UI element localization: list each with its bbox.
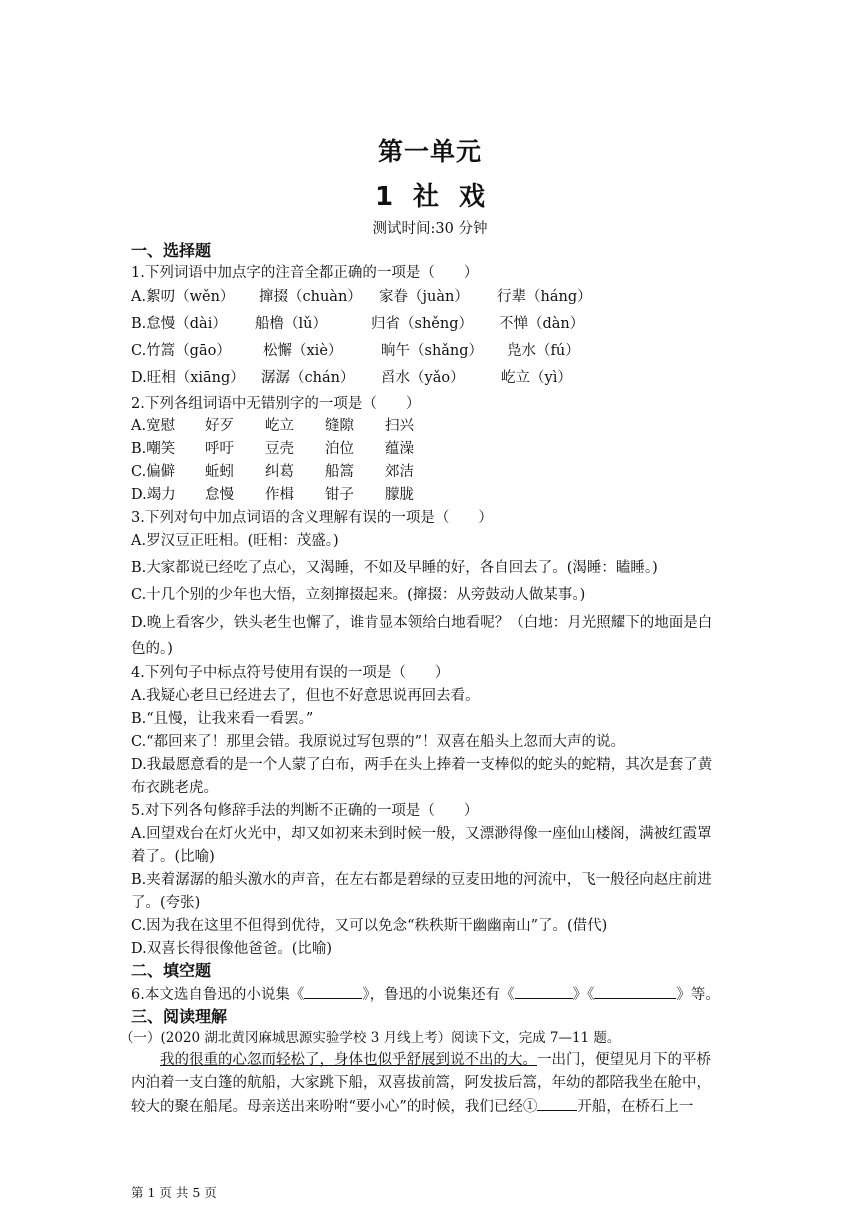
q4-stem: 4.下列句子中标点符号使用有误的一项是（ ） — [131, 665, 450, 681]
q1-b-pinyin-1: （dài） — [175, 316, 227, 332]
q1-b-word-4: 不惮 — [499, 316, 528, 332]
q1-d-pinyin-4: （yì） — [530, 370, 572, 386]
lesson-number: 1 — [374, 182, 394, 212]
q5-option-c: C.因为我在这里不但得到优待，又可以免念“秩秩斯干幽幽南山”了。(借代) — [131, 918, 608, 934]
q1-stem: 1.下列词语中加点字的注音全都正确的一项是（ ） — [131, 265, 479, 281]
q1-b-word-3: 归省 — [371, 316, 400, 332]
q2-a-word-3: 屹立 — [265, 418, 294, 434]
q1-d-pinyin-2: （chán） — [290, 370, 355, 386]
q1-b-pinyin-2: （lǔ） — [284, 316, 327, 332]
q1-d-pinyin-1: （xiāng） — [175, 370, 245, 386]
q1-d-word-2: 潺潺 — [261, 370, 290, 386]
q5-option-a-line2: 着了。(比喻) — [131, 849, 215, 865]
q1-b-pinyin-3: （shěng） — [400, 316, 473, 332]
q1-c-pinyin-2: （xiè） — [292, 343, 343, 359]
q1-d-word-4: 屹立 — [501, 370, 530, 386]
q1-c-word-2: 松懈 — [263, 343, 292, 359]
q6-text-3: 》《 — [572, 987, 595, 1003]
q4-option-b: B.“且慢，让我来看一看罢。” — [131, 711, 314, 727]
q1-c-word-3: 晌午 — [381, 343, 410, 359]
q6-text-1: 6.本文选自鲁迅的小说集《 — [131, 987, 305, 1003]
reading-paragraph-line3 — [131, 1096, 731, 1117]
q2-d-word-3: 作楫 — [265, 487, 294, 503]
q1-b-pinyin-4: （dàn） — [528, 316, 585, 332]
q1-c-pinyin-3: （shǎng） — [410, 343, 484, 359]
page-footer: 第 1 页 共 5 页 — [131, 1185, 217, 1200]
reading-line3-text: 较大的聚在船尾。母亲送出来吩咐“要小心”的时候，我们已经① — [131, 1099, 538, 1115]
q2-b-word-2: 呼吁 — [205, 441, 234, 457]
q1-a-pinyin-3: （juàn） — [408, 289, 469, 305]
section-heading-fill: 二、填空题 — [131, 961, 212, 980]
q2-c-word-4: 船篙 — [325, 464, 354, 480]
q1-a-pinyin-1: （wěn） — [175, 289, 235, 305]
q6-blank-1[interactable] — [304, 984, 362, 999]
q2-c-word-5: 郊洁 — [385, 464, 414, 480]
q2-d-word-2: 怠慢 — [205, 487, 234, 503]
q1-d-word-3: 舀水 — [381, 370, 410, 386]
q4-option-d-line2: 布衣跳老虎。 — [131, 780, 218, 796]
q6-blank-3[interactable] — [594, 984, 676, 999]
q2-b-word-3: 豆壳 — [265, 441, 294, 457]
q6-blank-2[interactable] — [515, 984, 573, 999]
section-heading-choice: 一、选择题 — [131, 241, 212, 260]
test-time: 测试时间:30 分钟 — [372, 221, 488, 237]
q5-stem: 5.对下列各句修辞手法的判断不正确的一项是（ ） — [131, 803, 479, 819]
q1-a-word-2: 撺掇 — [259, 289, 288, 305]
q3-option-d-line1: D.晚上看客少，铁头老生也懈了，谁肯显本领给白地看呢？（白地：月光照耀下的地面是白 — [131, 615, 713, 631]
reading-line3-rest: 开船，在桥石上一 — [577, 1099, 694, 1115]
q2-d-word-5: 朦胧 — [385, 487, 414, 503]
q6-text-4: 》等。 — [676, 987, 720, 1003]
q2-c-word-3: 纠葛 — [265, 464, 294, 480]
q4-option-a: A.我疑心老旦已经进去了，但也不好意思说再回去看。 — [131, 688, 480, 704]
q2-a-word-5: 扫兴 — [385, 418, 414, 434]
q1-b-word-2: 船橹 — [255, 316, 284, 332]
q3-option-c: C.十几个别的少年也大悟，立刻撺掇起来。(撺掇：从旁鼓动人做某事。) — [131, 587, 586, 603]
reading-blank-1[interactable] — [537, 1096, 577, 1111]
q2-stem: 2.下列各组词语中无错别字的一项是（ ） — [131, 396, 421, 412]
q2-b-word-4: 泊位 — [325, 441, 354, 457]
q6-text-2: 》，鲁迅的小说集还有《 — [362, 987, 515, 1003]
lesson-title — [0, 176, 860, 213]
q4-option-d-line1: D.我最愿意看的是一个人蒙了白布，两手在头上捧着一支棒似的蛇头的蛇精，其次是套了黄 — [131, 757, 713, 773]
q1-d-word-1: D.旺相 — [131, 370, 176, 386]
q2-a-word-1: A.宽慰 — [131, 418, 176, 434]
q1-c-pinyin-4: （fú） — [536, 343, 580, 359]
q5-option-b-line1: B.夹着潺潺的船头激水的声音，在左右都是碧绿的豆麦田地的河流中，飞一般径向赵庄前进 — [131, 872, 712, 888]
q5-option-b-line2: 了。(夸张) — [131, 895, 201, 911]
q2-c-word-2: 蚯蚓 — [205, 464, 234, 480]
q2-d-word-1: D.竭力 — [131, 487, 176, 503]
lesson-title-char-2: 戏 — [459, 182, 486, 212]
q2-a-word-4: 缝隙 — [325, 418, 354, 434]
q1-a-word-4: 行辈 — [497, 289, 526, 305]
q3-stem: 3.下列对句中加点词语的含义理解有误的一项是（ ） — [131, 510, 493, 526]
q6-fill-in — [131, 984, 731, 1005]
section-heading-reading: 三、阅读理解 — [131, 1007, 228, 1026]
q1-a-word-1: A.絮叨 — [131, 289, 176, 305]
q1-c-word-1: C.竹篙 — [131, 343, 176, 359]
q1-a-pinyin-4: （háng） — [526, 289, 592, 305]
q1-b-word-1: B.怠慢 — [131, 316, 176, 332]
reading-paragraph-line2: 内泊着一支白篷的航船，大家跳下船，双喜拔前篙，阿发拔后篙，年幼的都陪我坐在舱中， — [131, 1075, 711, 1091]
reading-paragraph-line1 — [160, 1050, 730, 1070]
q2-a-word-2: 好歹 — [205, 418, 234, 434]
q1-c-word-4: 凫水 — [507, 343, 536, 359]
q2-b-word-5: 蕴澡 — [385, 441, 414, 457]
reading-line1-rest: 一出门，便望见月下的平桥 — [537, 1052, 711, 1068]
reading-intro: （一）(2020 湖北黄冈麻城思源实验学校 3 月线上考）阅读下文，完成 7—11 题。 — [120, 1030, 621, 1046]
q1-a-word-3: 家眷 — [379, 289, 408, 305]
unit-title: 第一单元 — [377, 137, 482, 166]
q4-option-c: C.“都回来了！那里会错。我原说过写包票的”！双喜在船头上忽而大声的说。 — [131, 734, 626, 750]
q3-option-d-line2: 色的。) — [131, 641, 173, 657]
q2-d-word-4: 钳子 — [325, 487, 354, 503]
q3-option-b: B.大家都说已经吃了点心，又渴睡，不如及早睡的好，各自回去了。(渴睡：瞌睡。) — [131, 560, 658, 576]
q1-d-pinyin-3: （yǎo） — [410, 370, 465, 386]
q1-c-pinyin-1: （gāo） — [175, 343, 231, 359]
reading-underlined-sentence: 我的很重的心忽而轻松了，身体也似乎舒展到说不出的大。 — [160, 1052, 537, 1068]
q2-c-word-1: C.偏僻 — [131, 464, 176, 480]
q1-a-pinyin-2: （chuàn） — [288, 289, 362, 305]
q2-b-word-1: B.嘲笑 — [131, 441, 176, 457]
lesson-title-char-1: 社 — [413, 182, 440, 212]
q3-option-a: A.罗汉豆正旺相。(旺相：茂盛。) — [131, 533, 339, 549]
q5-option-d: D.双喜长得很像他爸爸。(比喻) — [131, 941, 333, 957]
q5-option-a-line1: A.回望戏台在灯火光中，却又如初来未到时候一般，又漂渺得像一座仙山楼阁，满被红霞罩 — [131, 826, 712, 842]
